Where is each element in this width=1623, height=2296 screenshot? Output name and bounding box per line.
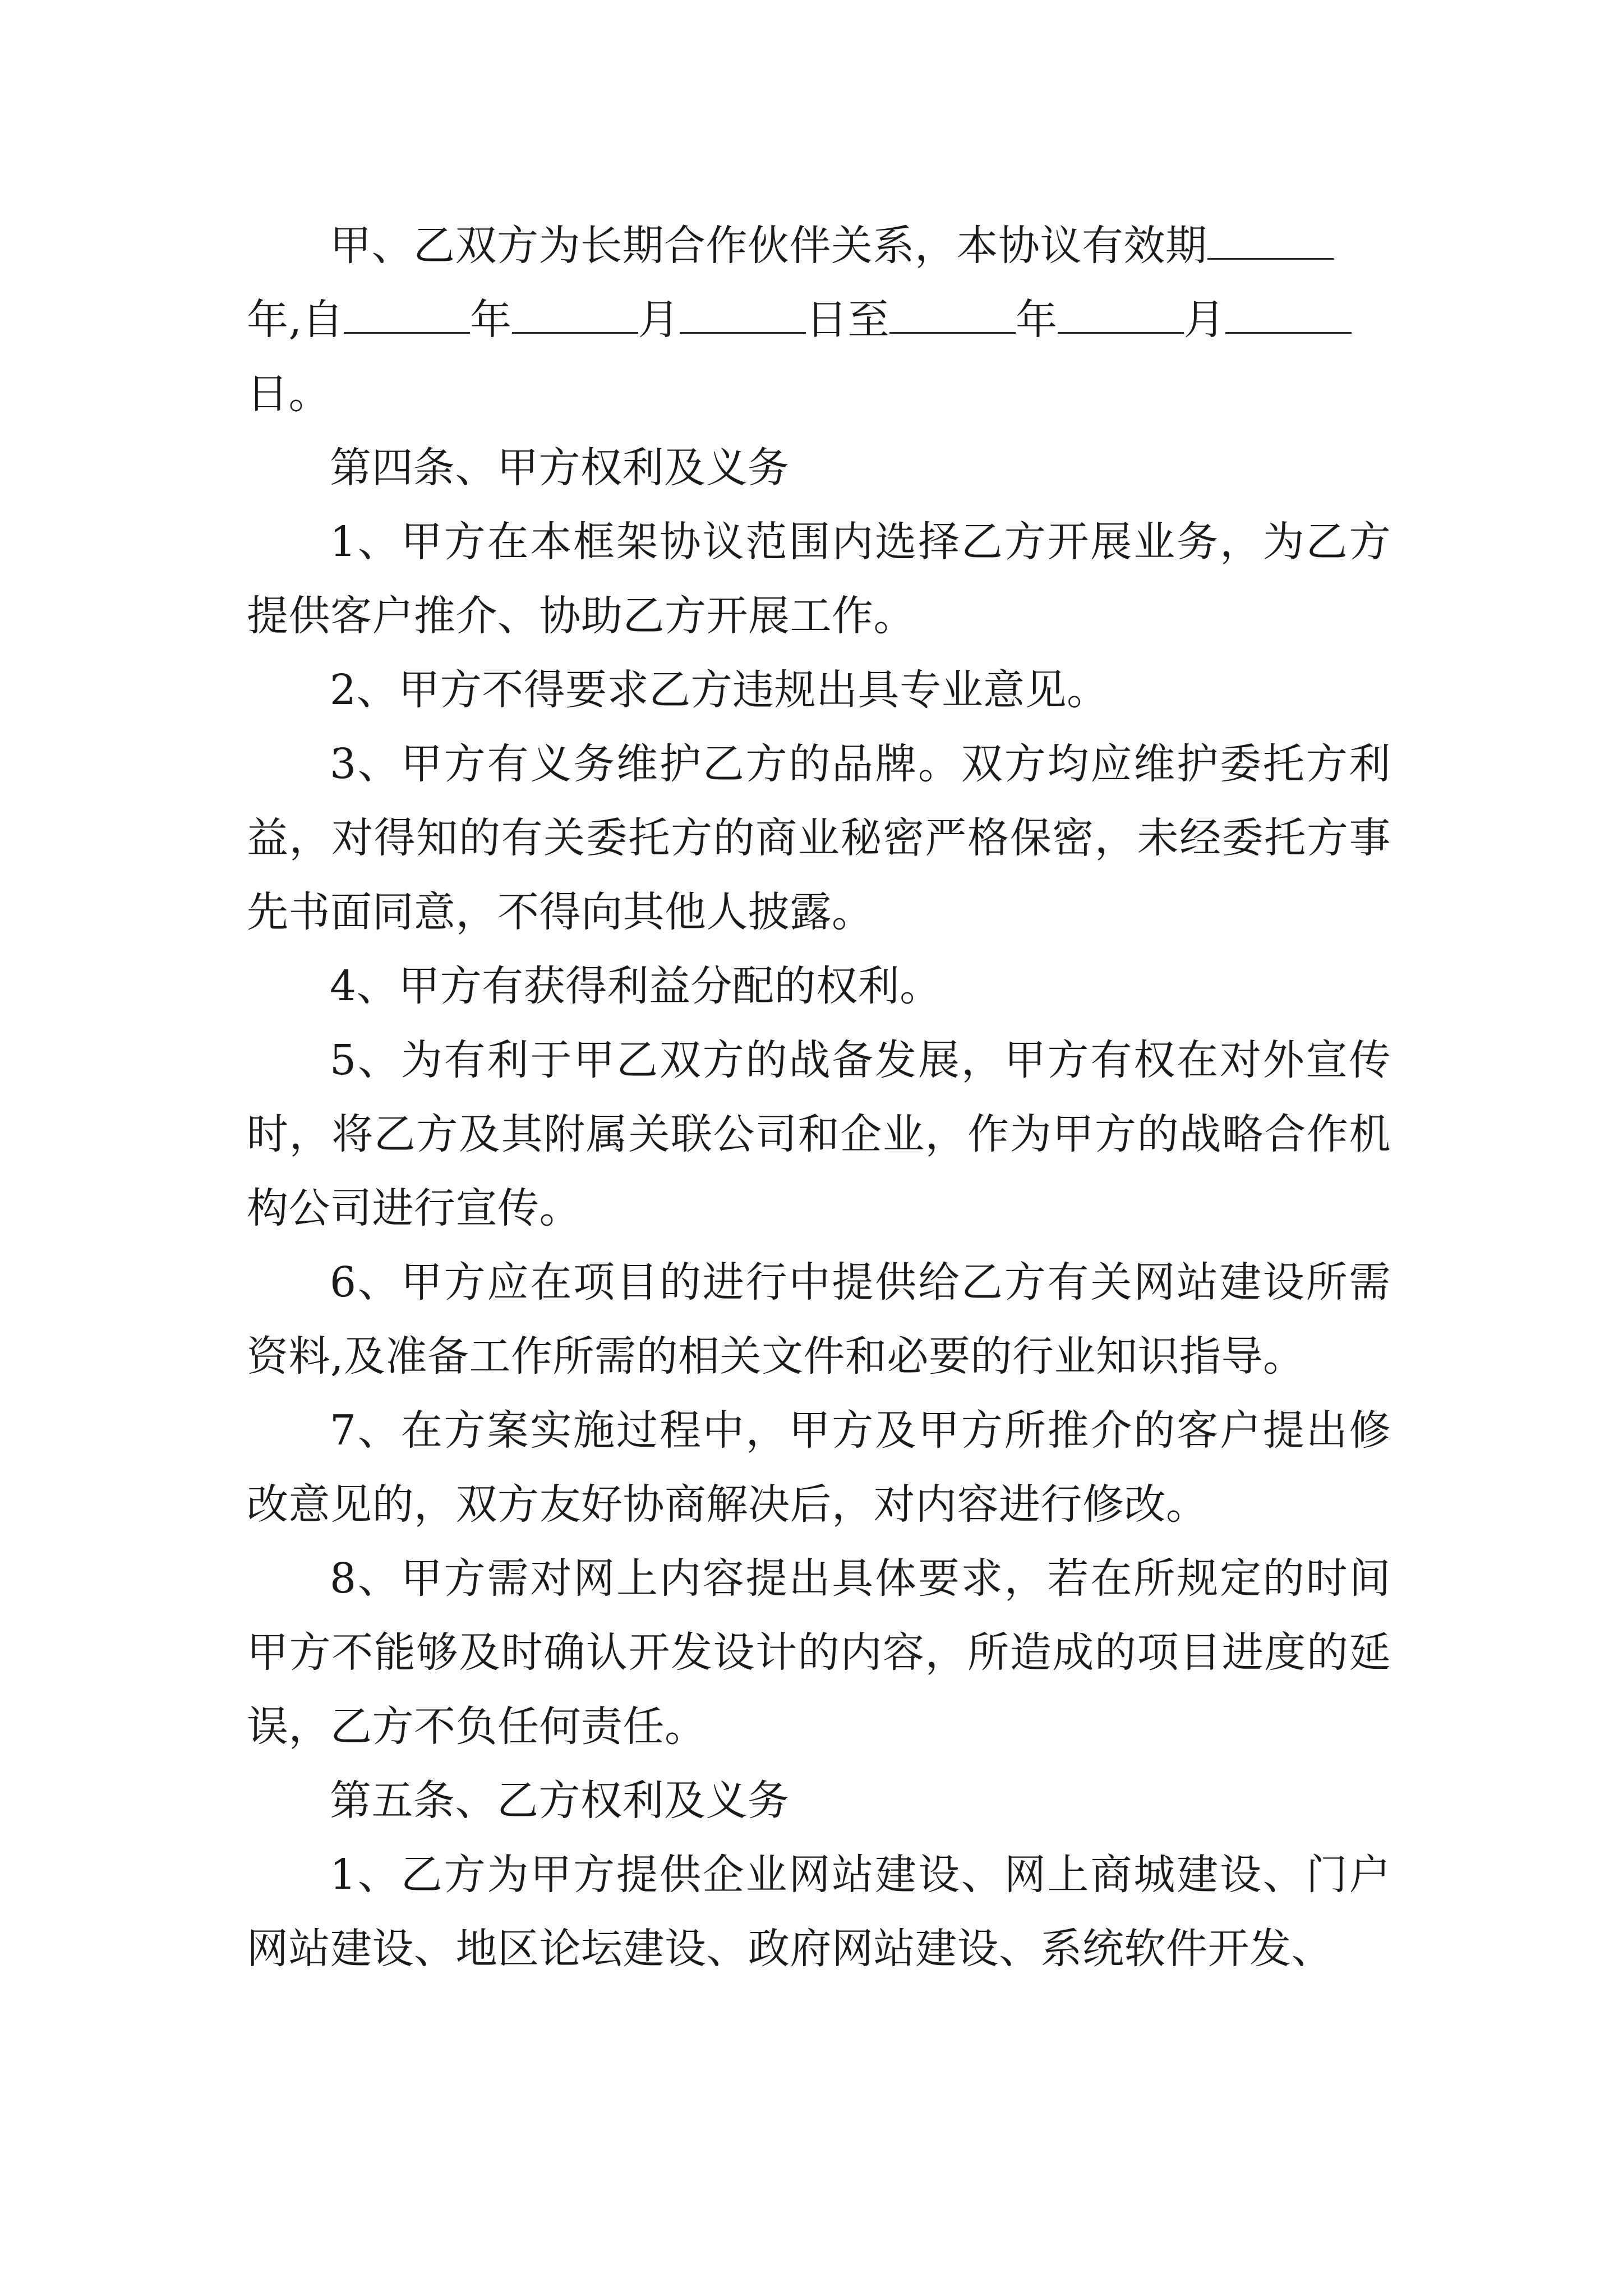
term-line-2 [247,283,1391,357]
section4-item-1: 1、甲方在本框架协议范围内选择乙方开展业务，为乙方提供客户推介、协助乙方开展工作。 [247,518,1391,640]
section4-item-3: 3、甲方有义务维护乙方的品牌。双方均应维护委托方利益，对得知的有关委托方的商业秘密严格保密，未经委托方事先书面同意，不得向其他人披露。 [247,740,1391,936]
section5-item-1: 1、乙方为甲方提供企业网站建设、网上商城建设、门户网站建设、地区论坛建设、政府网站建设、系统软件开发、 [247,1851,1391,1973]
blank-start-day [680,296,806,334]
term-end-year-unit: 年 [1016,296,1058,344]
term-line-3: 日。 [247,370,330,418]
section4-item-2: 2、甲方不得要求乙方违规出具专业意见。 [330,666,1109,714]
section5-heading: 第五条、乙方权利及义务 [330,1777,790,1825]
term-year-label: 年,自 [247,296,344,344]
blank-end-month [1058,296,1184,334]
section4-item-5: 5、为有利于甲乙双方的战备发展，甲方有权在对外宣传时，将乙方及其附属关联公司和企业，作为甲方的战略合作机构公司进行宣传。 [247,1036,1391,1232]
section4-item-4: 4、甲方有获得利益分配的权利。 [330,962,942,1010]
term-start-month-unit: 月 [638,296,680,344]
section4-item-8: 8、甲方需对网上内容提出具体要求，若在所规定的时间甲方不能够及时确认开发设计的内容，所造成的项目进度的延误，乙方不负任何责任。 [247,1554,1391,1751]
document-body [247,209,1391,1986]
section4-heading: 第四条、甲方权利及义务 [330,444,790,492]
blank-end-day [1225,296,1352,334]
blank-end-year [889,296,1016,334]
term-end-month-unit: 月 [1183,296,1226,344]
blank-years [1207,222,1334,260]
section4-item-7: 7、在方案实施过程中，甲方及甲方所推介的客户提出修改意见的，双方友好协商解决后，对内容进行修改。 [247,1406,1391,1529]
section4-item-6: 6、甲方应在项目的进行中提供给乙方有关网站建设所需资料,及准备工作所需的相关文件和必要的行业知识指导。 [247,1258,1391,1381]
term-start-day-unit: 日至 [806,296,890,344]
term-line-1-text: 甲、乙双方为长期合作伙伴关系，本协议有效期 [330,222,1207,270]
term-line-1 [247,209,1391,283]
blank-start-year [344,296,470,334]
term-paragraph [247,209,1391,431]
term-start-year-unit: 年 [470,296,512,344]
blank-start-month [512,296,638,334]
